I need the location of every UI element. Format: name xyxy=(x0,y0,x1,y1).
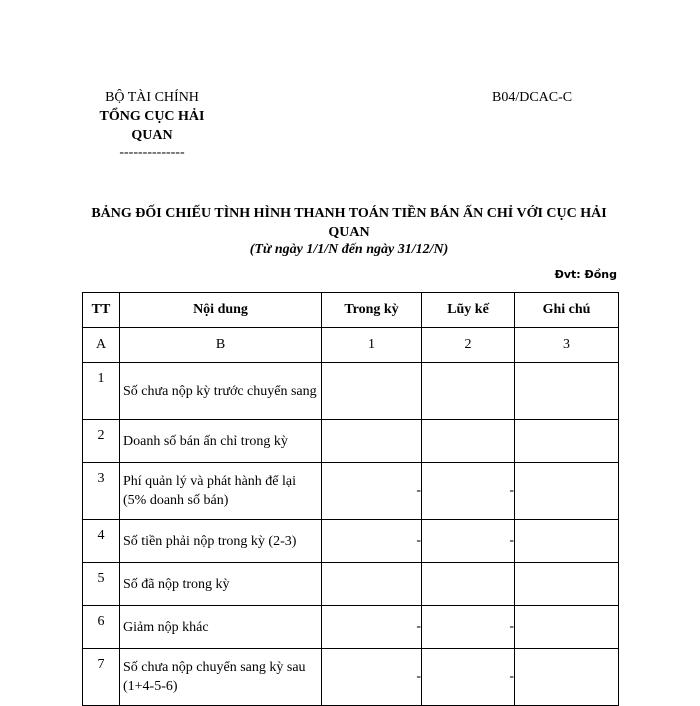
in-period-cell xyxy=(322,606,422,649)
cumulative-cell xyxy=(422,463,515,520)
in-period-value: - xyxy=(416,669,421,684)
row-content: Doanh số bán ấn chỉ trong kỳ xyxy=(120,420,322,463)
index-cell: A xyxy=(83,328,120,363)
in-period-value: - xyxy=(416,533,421,548)
column-header-content: Nội dung xyxy=(120,293,322,328)
notes-cell xyxy=(515,363,619,420)
in-period-value: - xyxy=(416,619,421,634)
header-separator: -------------- xyxy=(119,145,185,160)
in-period-cell xyxy=(322,420,422,463)
notes-cell xyxy=(515,606,619,649)
row-number: 5 xyxy=(83,563,120,606)
column-header-in-period: Trong kỳ xyxy=(322,293,422,328)
column-header-cumulative: Lũy kế xyxy=(422,293,515,328)
row-number: 7 xyxy=(83,649,120,706)
row-number: 2 xyxy=(83,420,120,463)
in-period-cell xyxy=(322,463,422,520)
row-number: 1 xyxy=(83,363,120,420)
cumulative-cell xyxy=(422,563,515,606)
table-header-row xyxy=(83,293,619,328)
table-row xyxy=(83,563,619,606)
index-cell: 3 xyxy=(515,328,619,363)
table-row xyxy=(83,420,619,463)
cumulative-value: - xyxy=(509,619,514,634)
notes-cell xyxy=(515,563,619,606)
row-content: Phí quản lý và phát hành để lại (5% doanh số bán) xyxy=(120,463,322,520)
document-title: BẢNG ĐỐI CHIẾU TÌNH HÌNH THANH TOÁN TIỀN BÁN ẤN CHỈ VỚI CỤC HẢI QUAN xyxy=(91,206,607,240)
column-header-notes: Ghi chú xyxy=(515,293,619,328)
cumulative-cell xyxy=(422,420,515,463)
index-cell: 2 xyxy=(422,328,515,363)
notes-cell xyxy=(515,649,619,706)
in-period-cell xyxy=(322,563,422,606)
cumulative-value: - xyxy=(509,533,514,548)
table-row xyxy=(83,649,619,706)
row-content: Số tiền phải nộp trong kỳ (2-3) xyxy=(120,520,322,563)
row-number: 4 xyxy=(83,520,120,563)
index-cell: 1 xyxy=(322,328,422,363)
column-header-tt: TT xyxy=(83,293,120,328)
table-row xyxy=(83,520,619,563)
in-period-value: - xyxy=(416,483,421,498)
reconciliation-table xyxy=(82,292,619,706)
notes-cell xyxy=(515,520,619,563)
row-content: Số chưa nộp chuyển sang kỳ sau (1+4-5-6) xyxy=(120,649,322,706)
row-content: Số đã nộp trong kỳ xyxy=(120,563,322,606)
ministry-name: BỘ TÀI CHÍNH xyxy=(105,90,199,105)
table-row xyxy=(83,606,619,649)
in-period-cell xyxy=(322,363,422,420)
cumulative-cell xyxy=(422,363,515,420)
row-content: Số chưa nộp kỳ trước chuyển sang xyxy=(120,363,322,420)
row-content: Giảm nộp khác xyxy=(120,606,322,649)
table-row xyxy=(83,463,619,520)
column-index-row xyxy=(83,328,619,363)
in-period-cell xyxy=(322,649,422,706)
cumulative-cell xyxy=(422,649,515,706)
agency-block xyxy=(90,88,214,161)
row-number: 3 xyxy=(83,463,120,520)
cumulative-value: - xyxy=(509,669,514,684)
table-row xyxy=(83,363,619,420)
notes-cell xyxy=(515,463,619,520)
cumulative-cell xyxy=(422,520,515,563)
in-period-cell xyxy=(322,520,422,563)
row-number: 6 xyxy=(83,606,120,649)
document-period: (Từ ngày 1/1/N đến ngày 31/12/N) xyxy=(249,242,449,257)
currency-unit: Đvt: Đồng xyxy=(554,268,617,281)
cumulative-value: - xyxy=(509,483,514,498)
cumulative-cell xyxy=(422,606,515,649)
form-code: B04/DCAC-C xyxy=(492,90,573,105)
index-cell: B xyxy=(120,328,322,363)
notes-cell xyxy=(515,420,619,463)
department-name: TỔNG CỤC HẢI QUAN xyxy=(99,109,205,143)
